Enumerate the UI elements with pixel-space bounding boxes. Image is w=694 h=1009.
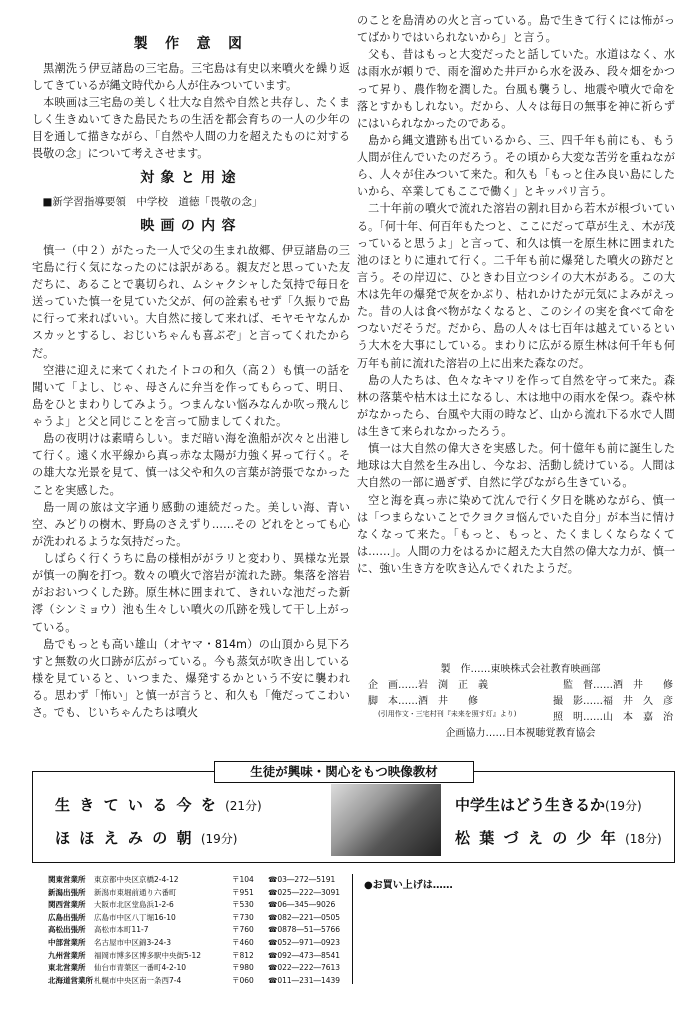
credit-row xyxy=(368,678,673,694)
body-paragraph: 慎一（中２）がたった一人で父の生まれ故郷、伊豆諸島の三宅島に行く気になったのには訳がある。親友だと思っていた友だちに、あることで裏切られ、ムシャクシャした気持で毎日を送っていた慎一を見ていた父が、何の詮索もせず「久振りで島に行って来ればいい。大自然に接して来れば、モヤモヤなんかスカッとするし、おじいちゃんも喜ぶぞ」と言ってくれたからだ。 xyxy=(32,243,350,360)
credit-item: 脚 本……酒 井 修 xyxy=(368,696,478,707)
office-row: 北海道営業所 札幌市中央区南一条西7-4 〒060 ☎011―231―1439 xyxy=(48,975,341,985)
office-row: 新潟出張所 新潟市東堀前通り六番町 〒951 ☎025―222―3091 xyxy=(48,887,341,897)
left-column xyxy=(32,22,350,721)
film-title: 松葉づえの少年(18分) xyxy=(455,829,662,847)
office-row: 東北営業所 仙台市青葉区一番町4-2-10 〒980 ☎022―222―7613 xyxy=(48,963,341,973)
body-paragraph: しばらく行くうちに島の様相ががラリと変わり、異様な光景が慎一の胸を打つ。数々の噴火で溶岩が流れた跡。集落を溶岩がおおいつくした跡。原生林に囲まれて、きれいな池だった新澪（シンミョウ）池も生々しい噴火の爪跡を残して干し上がっている。 xyxy=(32,552,350,634)
body-paragraph: 二十年前の噴火で流れた溶岩の割れ目から若木が根づいている。「何十年、何百年もたつと、ここにだって草が生え、木が茂っていると思うよ」と言って、和久は慎一を原生林に囲まれた池のほとりに連れて行く。二千年も前に爆発した噴火の跡だと言う。その岸辺に、ひときわ目立つシイの大木がある。この大木は先年の爆発で灰をかぶり、枯れかけたが元気によみがえった。昔の人は食べ物がなくなると、このシイの実を食べて命をつないだそうだ。だから、島の人々は七百年は越えているという大木を大事にしている。まわりに広がる原生林は何千年も何万年も前に流れた溶岩の上に出来た森なのだ。 xyxy=(357,202,675,370)
body-paragraph: 空と海を真っ赤に染めて沈んで行く夕日を眺めながら、慎一は「つまらないことでクヨクヨ悩んでいた自分」が本当に情けなくなって来た。「もっと、もっと、たくましくならなくては……」。人間の力をはるかに超えた大自然の偉大な力が、慎一に、強い生き方を吹き込んでくれたようだ。 xyxy=(357,493,675,575)
related-films-box xyxy=(32,771,675,863)
body-paragraph: 慎一は大自然の偉大さを実感した。何十億年も前に誕生した地球は大自然を生み出し、今なお、活動し続けている。人間は大自然の一部に過ぎず、自然に学びながら生きている。 xyxy=(357,442,675,490)
film-title: ほほえみの朝(19分) xyxy=(55,829,238,847)
body-paragraph: 空港に迎えに来てくれたイトコの和久（高２）も慎一の話を聞いて「よし、じゃ、母さんに弁当を作ってもらって、明日、島をひとまわりしてみよう。つまんない悩みなんか吹っ飛んじゃうよ」と父と同じことを言って励ましてくれた。 xyxy=(32,363,350,429)
credit-cooperation: 企画協力……日本視聴覚教育協会 xyxy=(445,728,596,739)
credit-row xyxy=(368,694,673,710)
credit-item: 企 画……岩 渕 正 義 xyxy=(368,680,488,691)
credits xyxy=(368,662,673,742)
office-row: 関東営業所 東京都中央区京橋2-4-12 〒104 ☎03―272―5191 xyxy=(48,875,336,884)
credit-item: 撮 影……福 井 久 彦 xyxy=(553,696,673,707)
related-films-title: 生徒が興味・関心をもつ映像教材 xyxy=(214,761,474,783)
body-paragraph: 島一周の旅は文字通り感動の連続だった。美しい海、青い空、みどりの樹木、野鳥のさえずり……その どれをとっても心が洗われるような気持だった。 xyxy=(32,500,350,548)
purchase-note: ●お買い上げは…… xyxy=(364,880,453,891)
body-paragraph: 本映画は三宅島の美しく壮大な自然や自然と共存し、たくましく生きぬいてきた島民たちの生活を都会育ちの一人の少年の目を通して描きながら、「自然や人間の力を超えたものに対する畏敬の念」について考えさせます。 xyxy=(32,95,350,161)
sales-offices xyxy=(48,874,348,987)
office-row: 関西営業所 大阪市北区堂島浜1-2-6 〒530 ☎06―345―9026 xyxy=(48,900,336,910)
office-row: 中部営業所 名古屋市中区錦3-24-3 〒460 ☎052―971―0923 xyxy=(48,937,341,947)
credit-item: 照 明……山 本 嘉 治 xyxy=(553,712,673,723)
body-paragraph: 島の人たちは、色々なキマリを作って自然を守って来た。森林の落葉や枯木は土になるし、木は地中の雨水を保つ。森や林がなかったら、台風や大雨の時など、山から流れ下る水で人間は生きて来られなかったろう。 xyxy=(357,373,675,438)
body-paragraph: 島の夜明けは素晴らしい。まだ暗い海を漁船が次々と出港して行く。遠く水平線から真っ赤な太陽が力強く昇って行く。その雄大な光景を見て、慎一は父や和久の言葉が誇張でなかったことを実感した。 xyxy=(32,432,350,497)
film-content-heading: 映画の内容 xyxy=(140,218,242,235)
body-paragraph: 島でもっとも高い雄山（オヤマ・814m）の山頂から見下ろすと無数の火口跡が広がっている。今も蒸気が吹き出している様を見ていると、いつまた、爆発するかという不安に襲われる。思わず「怖い」と慎一が言うと、和久も「俺だってこわいさ。でも、じいちゃんたちは噴火 xyxy=(32,637,350,720)
office-row: 九州営業所 福岡市博多区博多駅中央街5-12 〒812 ☎092―473―8541 xyxy=(48,950,341,960)
target-usage-heading: 対象と用途 xyxy=(140,170,242,187)
credit-production: 製 作……東映株式会社教育映画部 xyxy=(440,664,601,675)
office-row: 高松出張所 高松市本町11-7 〒760 ☎0878―51―5766 xyxy=(48,925,341,935)
credit-row xyxy=(368,710,673,726)
credit-item: 監 督……酒 井 修 xyxy=(563,680,673,691)
curriculum-guide: ■新学習指導要領 中学校 道徳「畏敬の念」 xyxy=(42,196,263,208)
body-paragraph: のことを島清めの火と言っている。島で生きて行くには怖がってばかりではいられないから」と言う。 xyxy=(357,14,675,45)
production-intent-heading: 製 作 意 図 xyxy=(133,36,249,52)
film-title: 生きている今を(21分) xyxy=(55,796,262,814)
divider xyxy=(352,874,353,984)
right-column xyxy=(357,12,675,577)
body-paragraph: 黒潮洗う伊豆諸島の三宅島。三宅島は有史以来噴火を繰り返してきているが縄文時代から人が住みついています。 xyxy=(32,61,350,92)
body-paragraph: 父も、昔はもっと大変だったと話していた。水道はなく、水は雨水が頼りで、雨を溜めた井戸から水を汲み、段々畑をかつって昇り、農作物を潤した。台風も襲うし、地震や噴火で命を落とすかもしれない。だから、人々は毎日の無事を神に祈らずにはいられなかったのである。 xyxy=(357,48,675,130)
film-title: 中学生はどう生きるか(19分) xyxy=(455,796,642,814)
credit-note: (引用作文・三宅村刊『未来を照す灯』より) xyxy=(378,710,517,718)
body-paragraph: 島から縄文遺跡も出ているから、三、四千年も前にも、もう人間が住んでいたのだろう。その頃から大変な苦労を重ねながら、人々が住みついて来た。和久も「もっと住み良い島にしたいから、卒業してもここで働く」とキッパリ言う。 xyxy=(357,133,675,199)
film-still-photo xyxy=(331,784,441,856)
office-row: 広島出張所 広島市中区八丁堀16-10 〒730 ☎082―221―0505 xyxy=(48,912,341,922)
